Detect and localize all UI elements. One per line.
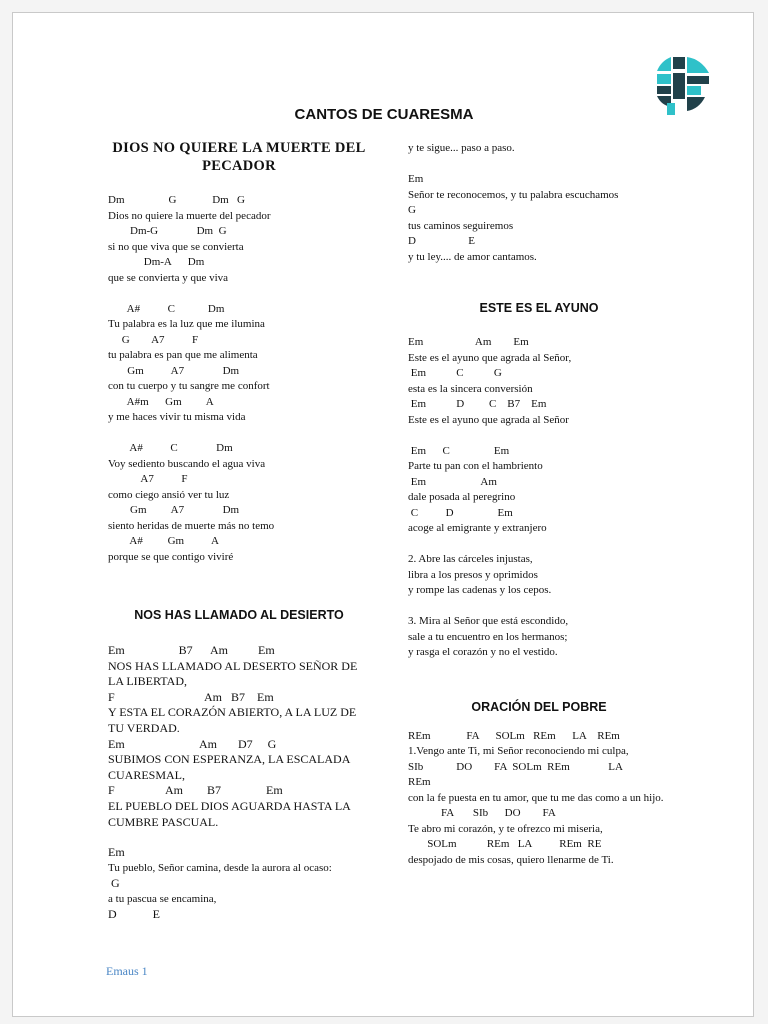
lyric-line: si no que viva que se convierta xyxy=(108,240,244,253)
chord-line: REm xyxy=(408,776,431,788)
blank-line xyxy=(108,830,370,845)
chord-line: C D Em xyxy=(408,506,513,519)
chord-line: Em B7 Am Em xyxy=(108,643,275,657)
chord-line: A# C Dm xyxy=(108,302,225,315)
lyric-line: y me haces vivir tu misma vida xyxy=(108,411,246,423)
song-lyrics xyxy=(108,643,370,923)
right-column xyxy=(408,141,670,868)
lyric-line: Este es el ayuno que agrada al Señor xyxy=(408,413,569,426)
song-title: ESTE ES EL AYUNO xyxy=(479,301,599,315)
chord-line: Dm-G Dm G xyxy=(108,225,227,237)
lyric-line: a tu pascua se encamina, xyxy=(108,892,217,905)
lyric-line: 3. Mira al Señor que está escondido, xyxy=(408,615,569,627)
chord-line: Em xyxy=(108,845,125,860)
lyric-line: 2. Abre las cárceles injustas, xyxy=(408,553,533,565)
song-lyrics-continued xyxy=(408,141,670,265)
lyric-line: tu palabra es pan que me alimenta xyxy=(108,349,258,361)
chord-line: Em C Em xyxy=(408,444,510,457)
document-page xyxy=(12,12,754,1017)
chord-line: Em C G xyxy=(408,367,502,379)
lyric-line: y rompe las cadenas y los cepos. xyxy=(408,584,552,596)
song-lyrics xyxy=(408,729,670,869)
chord-line: Em Am D7 G xyxy=(108,736,277,751)
chord-line: D E xyxy=(408,235,475,247)
chord-line: Em Am Em xyxy=(408,336,529,348)
chord-line: A7 F xyxy=(108,473,188,485)
lyric-line: tus caminos seguiremos xyxy=(408,219,514,232)
lyric-line: Parte tu pan con el hambriento xyxy=(408,460,543,472)
chord-line: G xyxy=(408,204,416,216)
blank-line xyxy=(408,428,670,444)
chord-line: Em xyxy=(408,173,424,185)
lyric-line: porque se que contigo viviré xyxy=(108,550,234,563)
chord-line: Gm A7 Dm xyxy=(108,504,240,516)
lyric-line: Y ESTA EL CORAZÓN ABIERTO, A LA LUZ DE TU VERDAD. xyxy=(108,705,360,735)
lyric-line: acoge al emigrante y extranjero xyxy=(408,522,547,534)
chord-line: D E xyxy=(108,907,160,922)
lyric-line: NOS HAS LLAMADO AL DESERTO SEÑOR DE LA LIBERTAD, xyxy=(108,658,361,689)
lyric-line: sale a tu encuentro en los hermanos; xyxy=(408,630,568,643)
song-lyrics xyxy=(108,193,370,565)
blank-line xyxy=(408,157,670,173)
blank-line xyxy=(408,537,670,553)
chord-line: G A7 F xyxy=(108,333,199,346)
lyric-line: 1.Vengo ante Ti, mi Señor reconociendo mi culpa, xyxy=(408,745,629,757)
chord-line: Dm-A Dm xyxy=(108,256,205,268)
lyric-line: despojado de mis cosas, quiero llenarme de Ti. xyxy=(408,853,614,866)
lyric-line: Te abro mi corazón, y te ofrezco mi miseria, xyxy=(408,822,603,835)
blank-line xyxy=(408,599,670,615)
chord-line: FA SIb DO FA xyxy=(408,807,556,819)
lyric-line: esta es la sincera conversión xyxy=(408,382,533,395)
page-footer: Emaus 1 xyxy=(106,964,148,978)
lyric-line: dale posada al peregrino xyxy=(408,491,516,503)
lyric-line: y tu ley.... de amor cantamos. xyxy=(408,250,537,263)
lyric-line: libra a los presos y oprimidos xyxy=(408,568,538,581)
lyric-line: siento heridas de muerte más no temo xyxy=(108,519,275,532)
blank-line xyxy=(108,426,370,442)
chord-line: A# Gm A xyxy=(108,535,219,547)
chord-line: Em Am xyxy=(408,475,497,488)
chord-line: SOLm REm LA REm RE xyxy=(408,838,602,850)
left-column xyxy=(108,139,370,923)
chord-line: A# C Dm xyxy=(108,442,233,454)
song-title: NOS HAS LLAMADO AL DESIERTO xyxy=(134,608,344,622)
lyric-line: Voy sediento buscando el agua viva xyxy=(108,457,266,470)
lyric-line: que se convierta y que viva xyxy=(108,271,229,284)
song-lyrics xyxy=(408,335,670,661)
chord-line: G xyxy=(108,876,120,891)
lyric-line: Tu pueblo, Señor camina, desde la aurora al ocaso: xyxy=(108,861,332,874)
lyric-line: y te sigue... paso a paso. xyxy=(408,142,515,154)
lyric-line: EL PUEBLO DEL DIOS AGUARDA HASTA LA CUMBRE PASCUAL. xyxy=(108,798,354,829)
lyric-line: Señor te reconocemos, y tu palabra escuchamos xyxy=(408,188,619,201)
chord-line: REm FA SOLm REm LA REm xyxy=(408,729,620,742)
chord-line: Em D C B7 Em xyxy=(408,398,547,410)
lyric-line: Tu palabra es la luz que me ilumina xyxy=(108,318,265,330)
lyric-line: y rasga el corazón y no el vestido. xyxy=(408,646,558,658)
chord-line: F Am B7 Em xyxy=(108,689,274,704)
chord-line: F Am B7 Em xyxy=(108,783,283,798)
chord-line: Dm G Dm G xyxy=(108,194,245,206)
chord-line: Gm A7 Dm xyxy=(108,364,240,377)
lyric-line: con la fe puesta en tu amor, que tu me das como a un hijo. xyxy=(408,791,664,804)
lyric-line: con tu cuerpo y tu sangre me confort xyxy=(108,380,270,392)
lyric-line: SUBIMOS CON ESPERANZA, LA ESCALADA CUARESMAL, xyxy=(108,752,353,782)
lyric-line: como ciego ansió ver tu luz xyxy=(108,488,230,501)
blank-line xyxy=(108,286,370,302)
chord-line: A#m Gm A xyxy=(108,395,214,408)
document-title: CANTOS DE CUARESMA xyxy=(294,106,474,123)
song-title: DIOS NO QUIERE LA MUERTE DEL PECADOR xyxy=(112,140,366,174)
lyric-line: Dios no quiere la muerte del pecador xyxy=(108,209,271,222)
lyric-line: Este es el ayuno que agrada al Señor, xyxy=(408,351,572,364)
song-title: ORACIÓN DEL POBRE xyxy=(471,699,607,714)
chord-line: SIb DO FA SOLm REm LA xyxy=(408,760,623,773)
